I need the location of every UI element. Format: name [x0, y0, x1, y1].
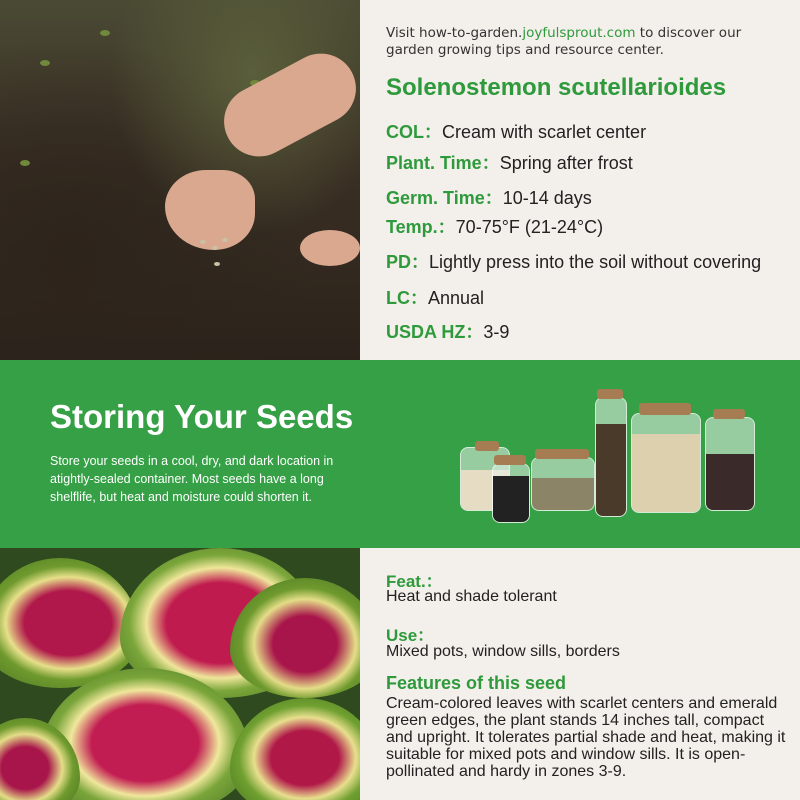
palm	[165, 170, 255, 250]
intro-text	[386, 25, 786, 59]
jar-lid	[494, 455, 526, 465]
detail-value: 70-75°F (21-24°C)	[455, 217, 604, 237]
detail-row-germ-time	[386, 184, 592, 210]
species-title: Solenostemon scutellarioides	[386, 74, 727, 101]
jar-lid	[475, 441, 499, 451]
site-link[interactable]: joyfulsprout.com	[522, 25, 636, 41]
second-hand	[300, 230, 360, 266]
jar-lid	[713, 409, 745, 419]
feat-label: Feat.：	[386, 572, 443, 591]
detail-row-col	[386, 118, 646, 144]
detail-value: Annual	[428, 288, 485, 308]
features-description: Cream-colored leaves with scarlet centers and emerald green edges, the plant stands 14 inches tall, compact and upright. It tolerates partial shade and heat, making it suitable for mixed pots and window sills. It is open-pollinated and hardy in zones 3-9.	[386, 695, 786, 780]
use-value: Mixed pots, window sills, borders	[386, 643, 620, 660]
jar	[705, 417, 755, 511]
seed	[200, 240, 206, 244]
detail-key: LC：	[386, 288, 428, 308]
detail-value: Spring after frost	[499, 153, 633, 173]
jar	[531, 457, 595, 511]
detail-value: Lightly press into the soil without covering	[429, 252, 762, 272]
intro-suffix: to discover our garden growing tips and resource center.	[386, 25, 742, 58]
sprout	[100, 30, 110, 36]
detail-row-usda-hz	[386, 318, 509, 344]
storing-title: Storing Your Seeds	[50, 398, 354, 435]
jar	[595, 397, 627, 517]
detail-key: COL：	[386, 122, 442, 142]
detail-key: PD：	[386, 252, 430, 272]
detail-row-plant-time	[386, 149, 633, 175]
features-title: Features of this seed	[386, 673, 567, 693]
arm	[212, 41, 360, 169]
detail-row-lc	[386, 284, 484, 310]
jar-lid	[535, 449, 589, 459]
detail-row-temp	[386, 213, 603, 239]
seed	[212, 246, 218, 250]
seed	[222, 238, 228, 242]
detail-row-pd	[386, 248, 761, 274]
jar-lid	[639, 403, 691, 415]
detail-value: 3-9	[483, 322, 510, 342]
detail-key: Germ. Time：	[386, 188, 503, 208]
detail-value: Cream with scarlet center	[442, 122, 647, 142]
detail-value: 10-14 days	[502, 188, 592, 208]
detail-key: Plant. Time：	[386, 153, 500, 173]
coleus-plant-image	[0, 548, 360, 800]
use-label: Use：	[386, 626, 435, 645]
seed	[214, 262, 220, 266]
jar-lid	[597, 389, 623, 399]
detail-key: USDA HZ：	[386, 322, 484, 342]
jar	[631, 413, 701, 513]
intro-prefix: Visit how-to-garden.	[386, 25, 523, 41]
detail-key: Temp.：	[386, 217, 456, 237]
sprout	[40, 60, 50, 66]
feat-value: Heat and shade tolerant	[386, 588, 557, 605]
storing-text: Store your seeds in a cool, dry, and dark location in atightly-sealed container. Most seeds have a long shelflife, but heat and moisture could shorten it.	[50, 454, 334, 504]
jar	[492, 463, 530, 523]
seed-jars-image	[455, 385, 775, 525]
sprout	[20, 160, 30, 166]
hand-planting-seeds-image	[0, 0, 360, 360]
